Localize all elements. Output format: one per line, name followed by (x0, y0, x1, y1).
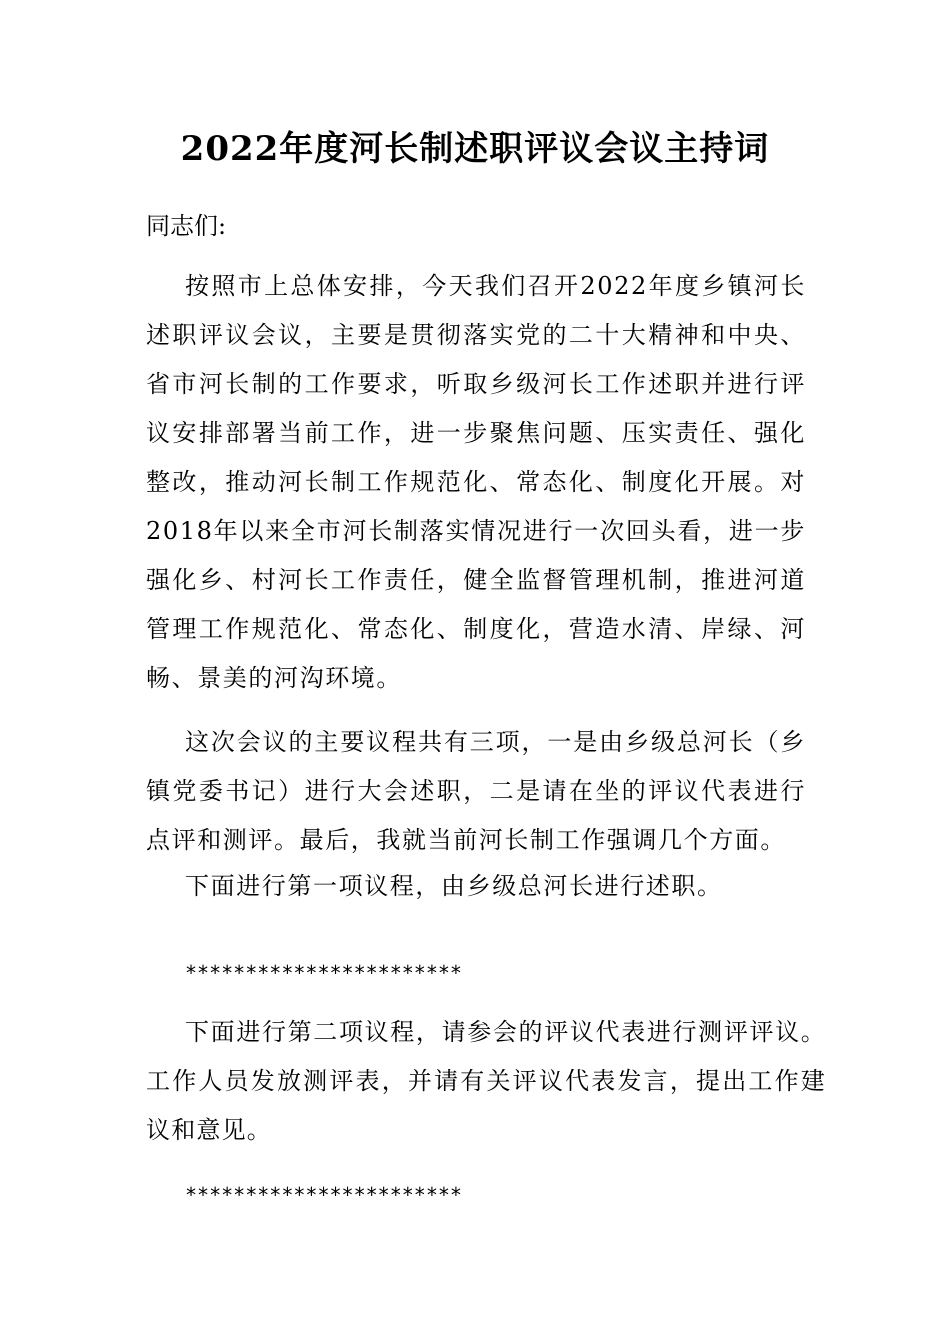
separator-stars: *********************** (185, 961, 462, 985)
document-title: 2022年度河长制述职评议会议主持词 (180, 129, 770, 169)
paragraph-intro: 按照市上总体安排，今天我们召开2022年度乡镇河长述职评议会议，主要是贯彻落实党的二十大精神和中央、省市河长制的工作要求，听取乡级河长工作述职并进行评议安排部署当前工作，进一步聚焦问题、压实责任、强化整改，推动河长制工作规范化、常态化、制度化开展。对2018年以来全市河长制落实情况进行一次回头看，进一步强化乡、村河长工作责任，健全监督管理机制，推进河道管理工作规范化、常态化、制度化，营造水清、岸绿、河畅、景美的河沟环境。 (146, 272, 806, 692)
paragraph-first-item: 下面进行第一项议程，由乡级总河长进行述职。 (185, 872, 723, 900)
paragraph-second-item: 下面进行第二项议程，请参会的评议代表进行测评评议。工作人员发放测评表，并请有关评议代表发言，提出工作建议和意见。 (146, 1018, 826, 1144)
salutation: 同志们: (146, 212, 227, 240)
paragraph-agenda: 这次会议的主要议程共有三项，一是由乡级总河长（乡镇党委书记）进行大会述职，二是请在坐的评议代表进行点评和测评。最后，我就当前河长制工作强调几个方面。 (146, 728, 806, 854)
separator-stars: *********************** (185, 1183, 462, 1207)
